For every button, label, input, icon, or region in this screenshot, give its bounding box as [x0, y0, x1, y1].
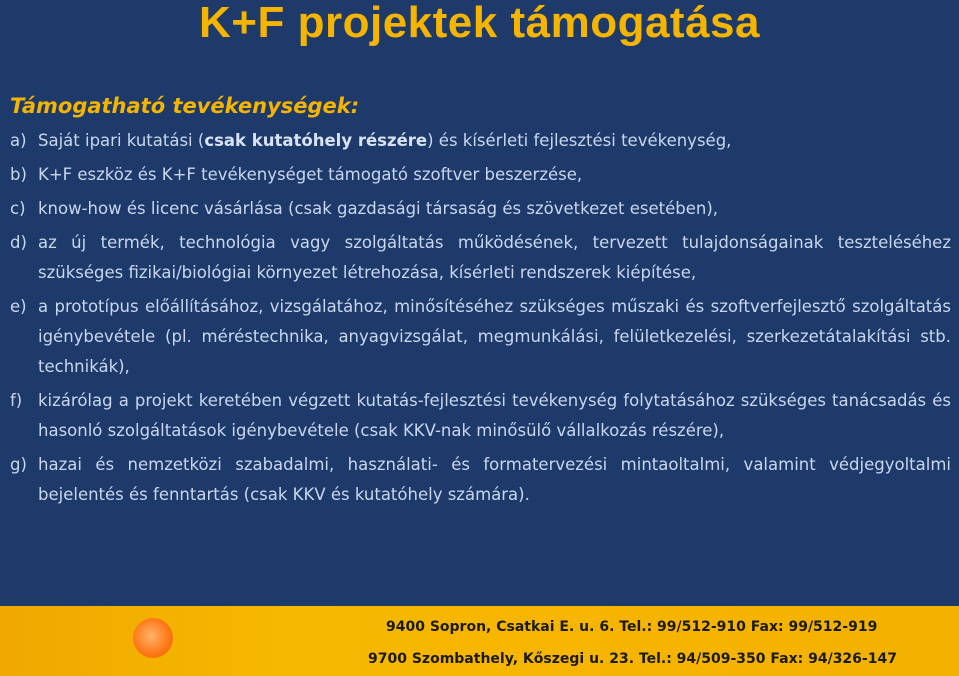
list-item-letter: c) — [10, 199, 26, 218]
list-item-letter: a) — [10, 131, 27, 150]
list-item — [10, 228, 951, 288]
list-item — [10, 194, 951, 224]
footer-bar — [0, 606, 959, 676]
list-item-text: know-how és licenc vásárlása (csak gazdasági társaság és szövetkezet esetében), — [38, 199, 719, 218]
list-item — [10, 450, 951, 510]
page-title: K+F projektek támogatása — [199, 0, 760, 47]
list-item-text: a prototípus előállításához, vizsgálatához, minősítéséhez szükséges műszaki és szoftverfejlesztő szolgáltatás igénybevétele (pl. méréstechnika, anyagvizsgálat, megmunkálási, felületkezelési, szerkezetátalakítási stb. technikák), — [38, 297, 951, 376]
content-area — [10, 92, 951, 514]
list-item-letter: e) — [10, 297, 27, 316]
activity-list — [10, 126, 951, 510]
footer-address-szombathely: 9700 Szombathely, Kőszegi u. 23. Tel.: 94/509-350 Fax: 94/326-147 — [368, 651, 897, 667]
orange-circle-logo-icon — [133, 618, 173, 658]
list-item-text: kizárólag a projekt keretében végzett kutatás-fejlesztési tevékenység folytatásához szükséges tanácsadás és hasonló szolgáltatások igénybevétele (csak KKV-nak minősülő vállalkozás részére), — [38, 391, 951, 440]
list-item-text: Saját ipari kutatási (csak kutatóhely részére) és kísérleti fejlesztési tevékenység, — [38, 131, 732, 150]
list-item-letter: d) — [10, 233, 27, 252]
list-item-letter: f) — [10, 391, 23, 410]
list-item-letter: b) — [10, 165, 27, 184]
list-item — [10, 386, 951, 446]
list-item-text: hazai és nemzetközi szabadalmi, használati- és formatervezési mintaoltalmi, valamint védjegyoltalmi bejelentés és fenntartás (csak KKV és kutatóhely számára). — [38, 455, 951, 504]
section-subtitle: Támogatható tevékenységek: — [10, 94, 360, 118]
list-item — [10, 126, 951, 156]
list-item-text: K+F eszköz és K+F tevékenységet támogató szoftver beszerzése, — [38, 165, 583, 184]
list-item-text: az új termék, technológia vagy szolgáltatás működésének, tervezett tulajdonságainak teszteléséhez szükséges fizikai/biológiai környezet létrehozása, kísérleti rendszerek kiépítése, — [38, 233, 951, 282]
list-item-letter: g) — [10, 455, 27, 474]
footer-address-sopron: 9400 Sopron, Csatkai E. u. 6. Tel.: 99/512-910 Fax: 99/512-919 — [386, 619, 878, 635]
list-item — [10, 292, 951, 382]
list-item — [10, 160, 951, 190]
